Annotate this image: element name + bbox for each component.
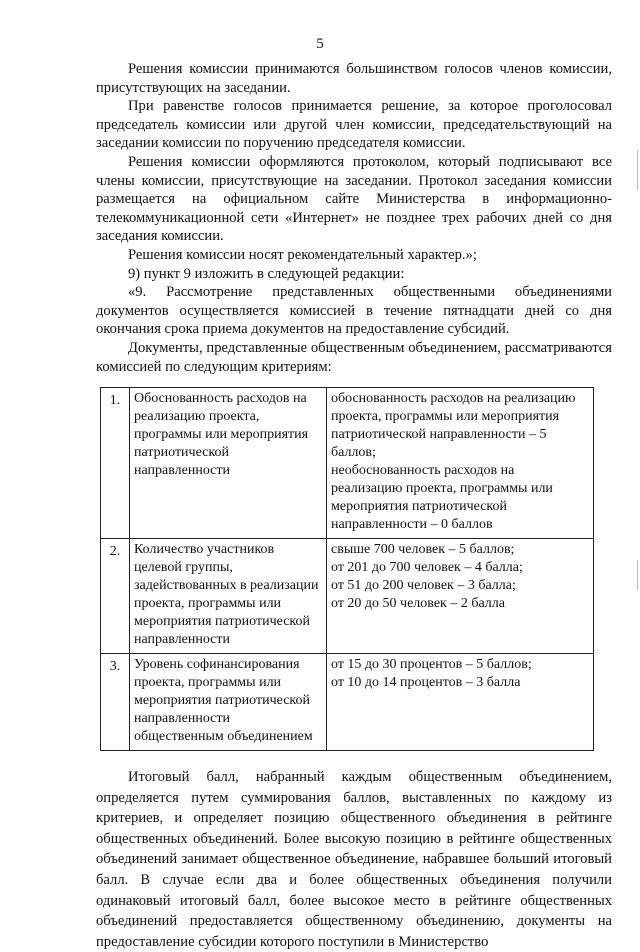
row-number: 3.: [101, 654, 130, 751]
paragraph: Решения комиссии носят рекомендательный характер.»;: [128, 246, 477, 263]
score-line: необоснованность расходов на реализацию проекта, программы или мероприятия патриотической направленности – 0 баллов: [331, 463, 553, 533]
score-line: от 15 до 30 процентов – 5 баллов;: [331, 657, 532, 673]
table-row: [101, 654, 594, 751]
scan-artifact: [637, 560, 638, 590]
paragraph: При равенстве голосов принимается решение, за которое проголосовал председатель комиссии или другой член комиссии, председательствующий на заседании комиссии по поручению председателя комиссии.: [96, 98, 612, 152]
criterion-cell: Обоснованность расходов на реализацию проекта, программы или мероприятия патриотической направленности: [130, 388, 327, 539]
row-number: 2.: [101, 539, 130, 654]
scores-cell: [327, 654, 594, 751]
score-line: от 20 до 50 человек – 2 балла: [331, 596, 505, 612]
paragraph: Решения комиссии принимаются большинством голосов членов комиссии, присутствующих на заседании.: [96, 61, 612, 96]
paragraph: Документы, представленные общественным объединением, рассматриваются комиссией по следующим критериям:: [96, 339, 612, 375]
paragraph: Решения комиссии оформляются протоколом, который подписывают все члены комиссии, присутствующие на заседании. Протокол заседания комиссии размещается на официальном сайте Министерства в информационно-телекоммуникационной сети «Интернет» не позднее трех рабочих дней со дня заседания комиссии.: [96, 153, 612, 245]
score-line: от 51 до 200 человек – 3 балла;: [331, 578, 516, 594]
score-line: обоснованность расходов на реализацию проекта, программы или мероприятия патриотической направленности – 5 баллов;: [331, 391, 576, 461]
score-line: от 201 до 700 человек – 4 балла;: [331, 560, 523, 576]
paragraph-final: Итоговый балл, набранный каждым общественным объединением, определяется путем суммирования баллов, выставленных по каждому из критериев, и определяет позицию общественного объединения в рейтинге общественных объединений. Более высокую позицию в рейтинге общественных объединений занимает общественное объединение, набравшее больший итоговый балл. В случае если два и более общественных объединения получили одинаковый итоговый балл, более высокое место в рейтинге общественных объединений предоставляется общественному объединению, документы на предоставление субсидии которого поступили в Министерство: [96, 769, 612, 950]
criteria-table: [100, 387, 594, 751]
criterion-cell: Уровень софинансирования проекта, программы или мероприятия патриотической направленности общественным объединением: [130, 654, 327, 751]
paragraph: «9. Рассмотрение представленных общественными объединениями документов осуществляется комиссией в течение пятнадцати дней со дня окончания срока приема документов на предоставление субсидий.: [96, 284, 612, 338]
page-number: 5: [316, 36, 324, 52]
table-row: [101, 388, 594, 539]
table-row: [101, 539, 594, 654]
scan-artifact: [637, 150, 638, 190]
scores-cell: [327, 539, 594, 654]
score-line: свыше 700 человек – 5 баллов;: [331, 542, 515, 558]
paragraph: 9) пункт 9 изложить в следующей редакции:: [128, 265, 405, 282]
scores-cell: [327, 388, 594, 539]
document-body: [96, 60, 612, 952]
criterion-cell: Количество участников целевой группы, задействованных в реализации проекта, программы или мероприятия патриотической направленности: [130, 539, 327, 654]
score-line: от 10 до 14 процентов – 3 балла: [331, 675, 521, 691]
row-number: 1.: [101, 388, 130, 539]
